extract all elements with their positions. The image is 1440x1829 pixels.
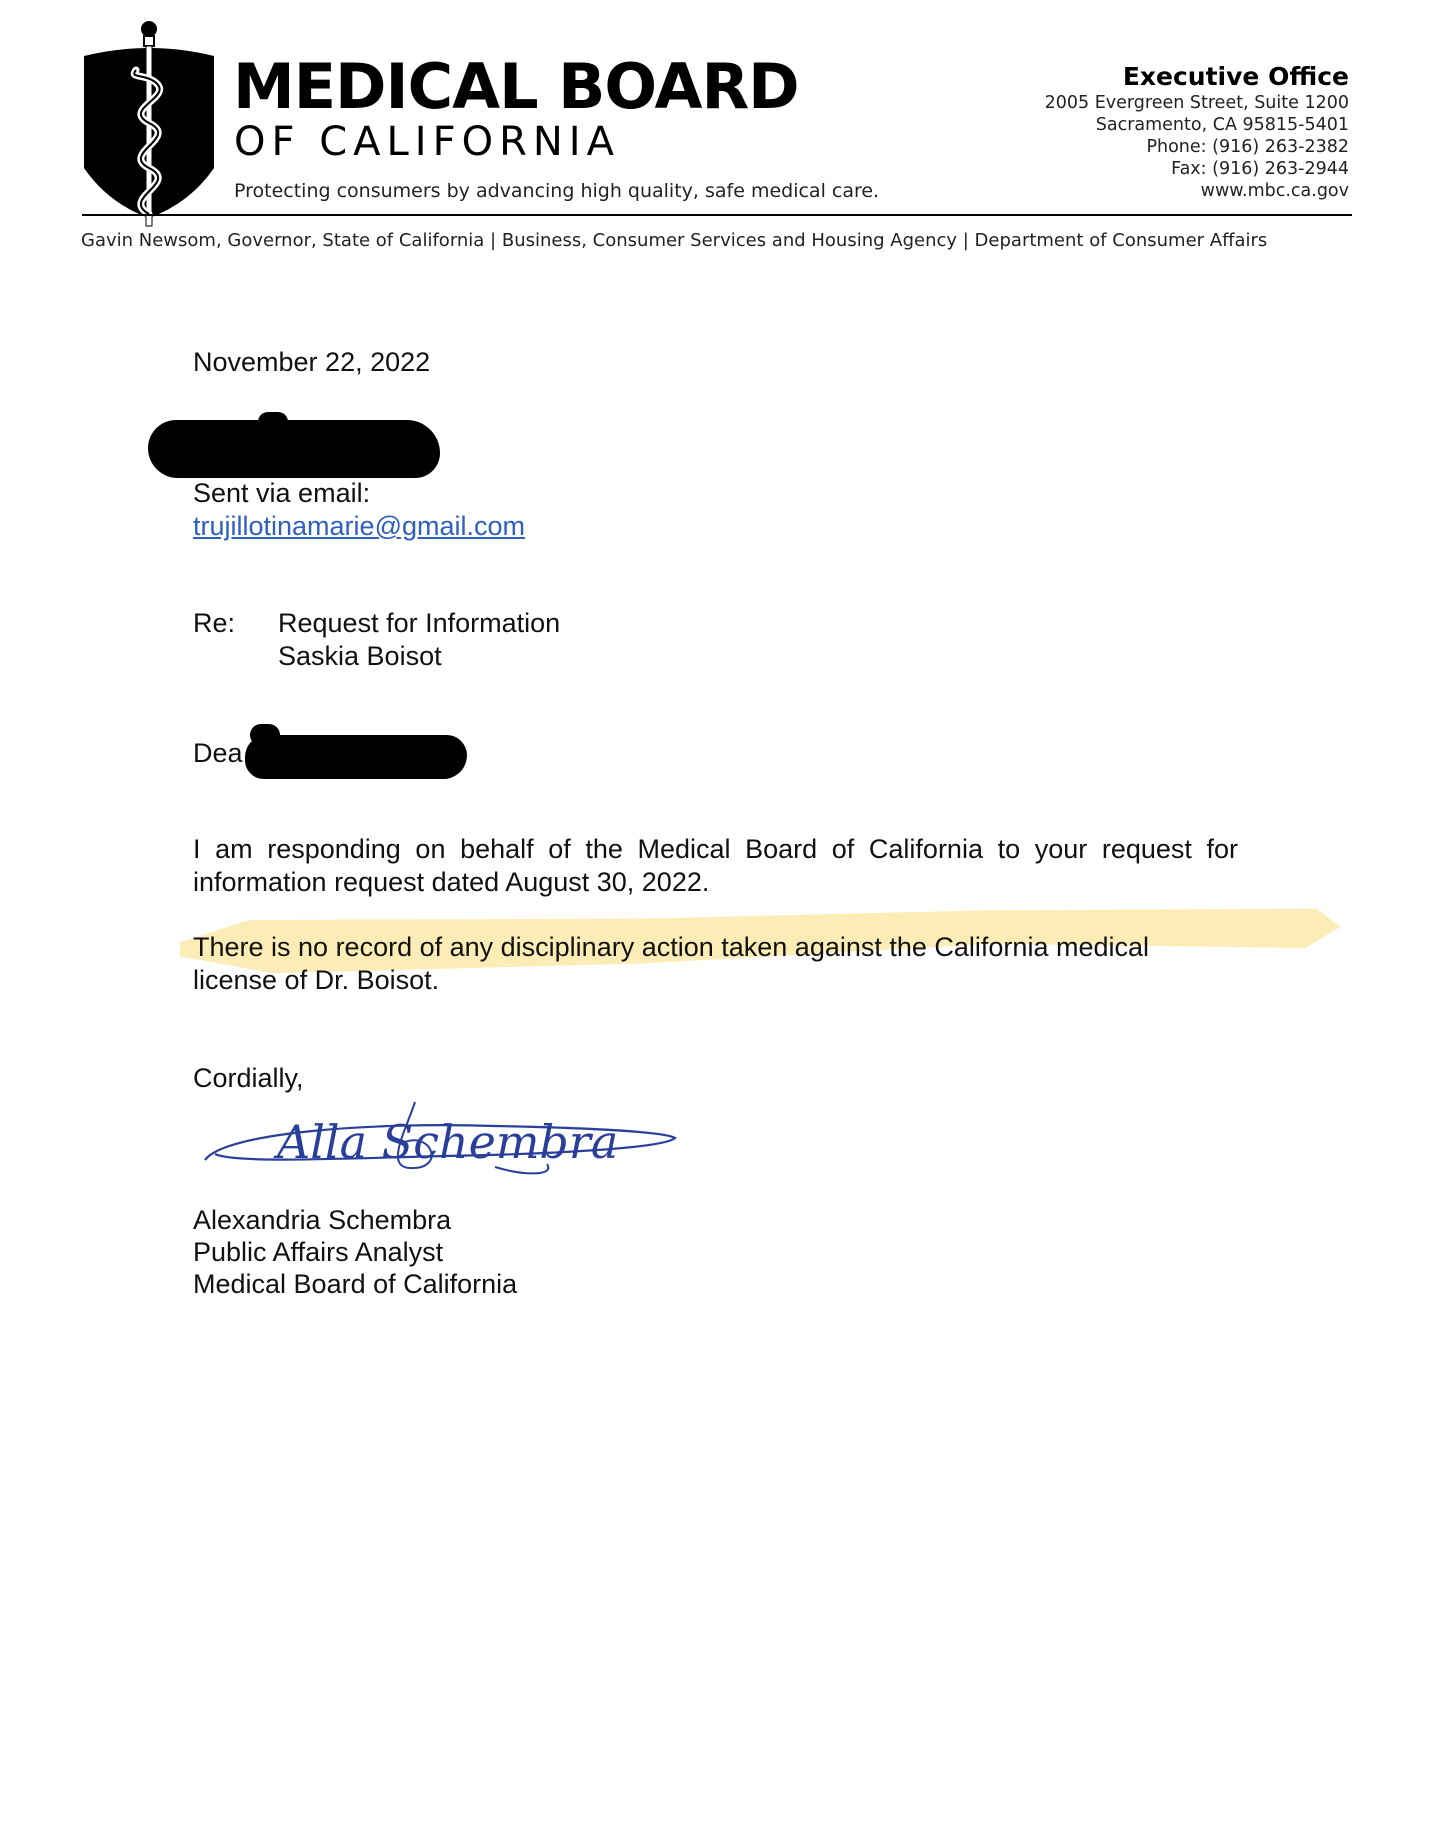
signer-organization: Medical Board of California (193, 1269, 518, 1299)
handwritten-signature (195, 1092, 685, 1192)
government-line: Gavin Newsom, Governor, State of California | Business, Consumer Services and Housing Agency | Department of Consumer Affairs (81, 230, 1268, 251)
redaction-mark (148, 420, 440, 478)
redaction-mark (250, 724, 280, 746)
re-label: Re: (193, 608, 236, 638)
executive-office-title: Executive Office (1122, 62, 1349, 91)
header-divider (82, 214, 1352, 216)
recipient-email-link[interactable]: trujillotinamarie@gmail.com (193, 511, 526, 541)
address-line-1: 2005 Evergreen Street, Suite 1200 (1044, 93, 1349, 113)
executive-office-block (1045, 62, 1349, 202)
medical-board-logo-icon (80, 18, 218, 230)
sent-via-label: Sent via email: (193, 478, 371, 508)
website: www.mbc.ca.gov (1200, 181, 1349, 201)
closing: Cordially, (193, 1063, 304, 1093)
re-subject: Request for Information (278, 608, 561, 638)
address-line-2: Sacramento, CA 95815-5401 (1095, 115, 1349, 135)
fax: Fax: (916) 263-2944 (1171, 159, 1349, 179)
signer-title: Public Affairs Analyst (193, 1237, 444, 1267)
redaction-mark (258, 412, 288, 432)
phone: Phone: (916) 263-2382 (1146, 137, 1349, 157)
re-name: Saskia Boisot (278, 641, 442, 671)
signature-text: Alla Schembra (277, 1115, 619, 1169)
redaction-mark (245, 735, 467, 779)
paragraph-finding-line-1: There is no record of any disciplinary action taken against the California medical (193, 932, 1149, 962)
brand-subtitle: OF CALIFORNIA (234, 119, 620, 165)
tagline: Protecting consumers by advancing high quality, safe medical care. (234, 180, 880, 202)
signer-name: Alexandria Schembra (193, 1205, 452, 1235)
brand-title: MEDICAL BOARD (233, 50, 799, 123)
salutation: Dea (193, 738, 243, 768)
paragraph-response: I am responding on behalf of the Medical Board of California to your request for information request dated August 30, 2022. (193, 834, 1238, 897)
letter-date: November 22, 2022 (193, 347, 431, 377)
paragraph-finding-line-2: license of Dr. Boisot. (193, 965, 440, 995)
